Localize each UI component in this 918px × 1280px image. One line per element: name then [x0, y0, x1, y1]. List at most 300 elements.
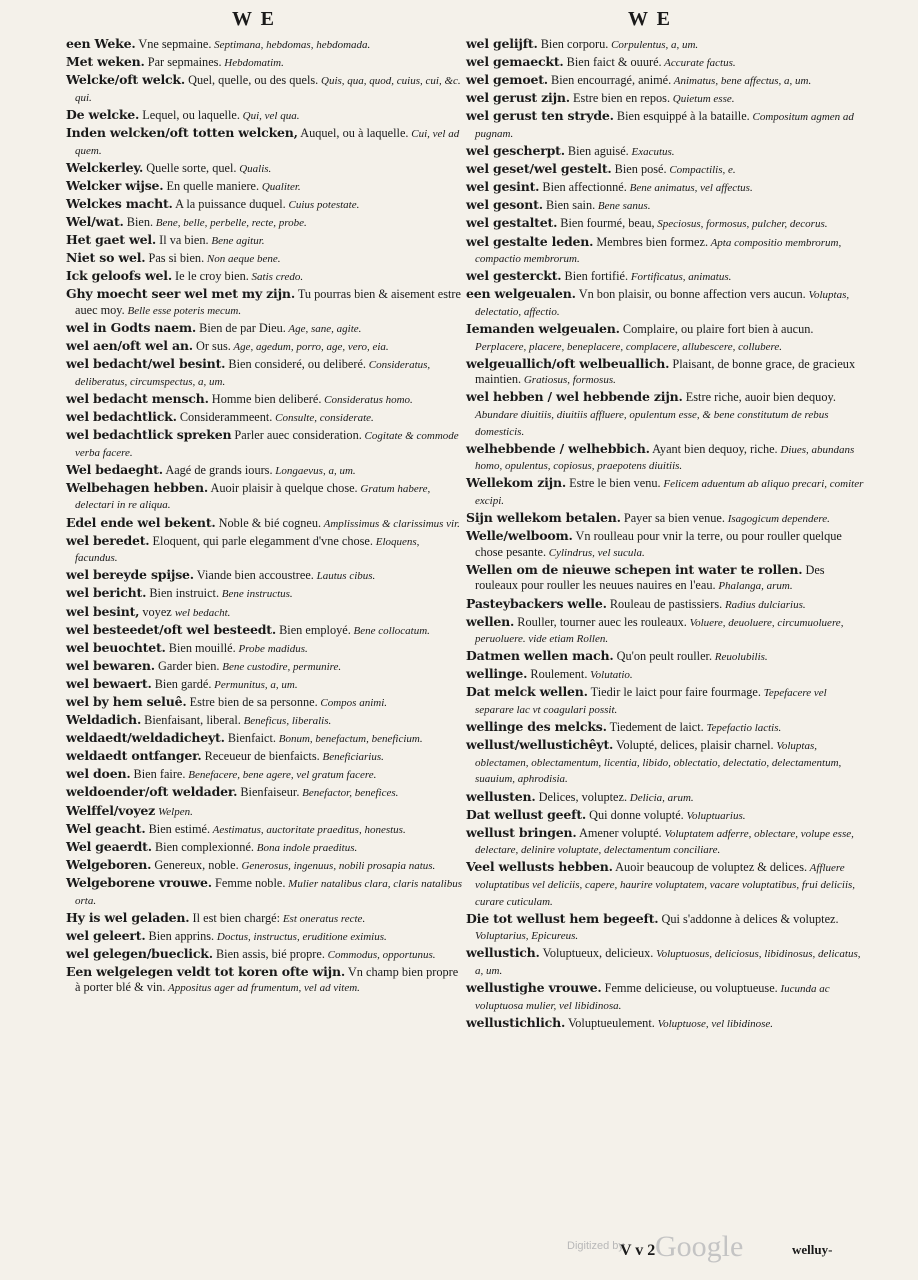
dictionary-entry	[66, 214, 464, 232]
dictionary-entry	[466, 562, 864, 595]
dictionary-entry	[66, 268, 464, 286]
dictionary-entry	[466, 389, 864, 440]
headword: wellusten.	[466, 788, 536, 804]
dictionary-entry	[66, 160, 464, 178]
french-gloss: Tiedir le laict pour faire fourmage.	[587, 685, 761, 700]
catchword: welluy-	[792, 1242, 833, 1257]
french-gloss: Considerammeent.	[176, 409, 273, 424]
dictionary-entry	[66, 36, 464, 54]
latin-gloss: Hebdomatim.	[221, 57, 284, 70]
dictionary-entry	[466, 143, 864, 161]
latin-gloss: Consulte, considerate.	[272, 411, 374, 424]
latin-gloss: Affluere voluptatibus vel deliciis, capere, haurire voluptatem, vacare voluptatibus, frui deliciis, curare cuticulam.	[475, 862, 856, 908]
headword: Wel bedaeght.	[66, 461, 163, 477]
headword: wel gelegen/bueclick.	[66, 945, 213, 961]
latin-gloss: Cui, vel ad quem.	[75, 127, 460, 157]
french-gloss: Par sepmaines.	[144, 55, 222, 70]
latin-gloss: Consideratus homo.	[321, 393, 413, 406]
dictionary-entry	[66, 622, 464, 640]
latin-gloss: Non aeque bene.	[204, 253, 281, 266]
french-gloss: Bienfaict.	[224, 731, 276, 746]
headword: Niet so wel.	[66, 250, 146, 266]
dictionary-entry	[66, 821, 464, 839]
latin-gloss: Gratiosus, formosus.	[521, 374, 616, 387]
french-gloss: Aagé de grands iours.	[162, 462, 273, 477]
french-gloss: Voluptueux, delicieux.	[539, 946, 654, 961]
french-gloss: Il va bien.	[156, 233, 209, 248]
dictionary-entry	[466, 859, 864, 910]
french-gloss: Bien mouillé.	[165, 640, 236, 655]
latin-gloss: Volutatio.	[587, 669, 633, 682]
digitized-by-label: Digitized by	[567, 1240, 624, 1252]
dictionary-entry	[66, 286, 464, 319]
french-gloss: Noble & bié cogneu.	[215, 515, 322, 530]
latin-gloss: Quietum esse.	[670, 93, 735, 106]
dictionary-entry	[66, 857, 464, 875]
headword: Ghy moecht seer wel met my zijn.	[66, 286, 295, 302]
french-gloss: Roulement.	[527, 667, 588, 682]
latin-gloss: Commodus, opportunus.	[324, 948, 436, 961]
dictionary-entry	[466, 596, 864, 614]
headword: wel by hem seluê.	[66, 693, 187, 709]
latin-gloss: Cuius potestate.	[285, 198, 360, 211]
latin-gloss: Speciosus, formosus, pulcher, decorus.	[654, 218, 828, 231]
headword: wellustighe vrouwe.	[466, 980, 602, 996]
latin-gloss: Voluptarius, Epicureus.	[475, 930, 579, 943]
french-gloss: Plaisant, de bonne grace, de gracieux maintien.	[475, 356, 856, 387]
headword: Welckes macht.	[66, 195, 173, 211]
dictionary-entry	[66, 604, 464, 622]
latin-gloss: Bene custodire, permunire.	[219, 660, 342, 673]
dictionary-entry	[66, 515, 464, 533]
header-right: W E	[628, 8, 672, 30]
french-gloss: Estre riche, auoir bien dequoy.	[682, 390, 836, 405]
french-gloss: Vn champ bien propre à porter blé & vin.	[75, 964, 459, 995]
latin-gloss: Tepefactio lactis.	[703, 722, 782, 735]
french-gloss: Femme noble.	[211, 875, 286, 890]
latin-gloss: Fortificatus, animatus.	[628, 271, 732, 284]
french-gloss: Estre bien de sa personne.	[186, 694, 318, 709]
french-gloss: Bien assis, bié propre.	[212, 946, 325, 961]
headword: Sijn wellekom betalen.	[466, 510, 621, 526]
headword: wel bewaren.	[66, 657, 155, 673]
dictionary-entry	[466, 108, 864, 142]
french-gloss: Complaire, ou plaire fort bien à aucun.	[619, 322, 814, 336]
latin-gloss: Felicem aduentum ab aliquo precari, comiter excipi.	[475, 478, 864, 507]
headword: Welffel/voyez	[66, 802, 156, 818]
latin-gloss: Generosus, ingenuus, nobili prosapia natus.	[238, 859, 436, 872]
headword: wel doen.	[66, 766, 131, 782]
french-gloss: Vne sepmaine.	[135, 37, 212, 51]
dictionary-entry	[466, 789, 864, 807]
french-gloss: Estre bien en repos.	[569, 91, 671, 106]
latin-gloss: Beneficus, liberalis.	[240, 715, 332, 728]
french-gloss: Bien aguisé.	[564, 144, 629, 159]
french-gloss: Bien complexionné.	[151, 839, 254, 854]
latin-gloss: Probe madidus.	[235, 642, 308, 655]
headword: Welgeboren.	[66, 856, 152, 872]
latin-gloss: Corpulentus, a, um.	[608, 39, 699, 51]
latin-gloss: Reuolubilis.	[712, 651, 768, 664]
dictionary-entry	[466, 268, 864, 286]
headword: Het gaet wel.	[66, 232, 157, 248]
french-gloss: Bienfaisant, liberal.	[141, 713, 241, 728]
headword: Hy is wel geladen.	[66, 909, 190, 925]
headword: wel besteedet/oft wel besteedt.	[66, 621, 276, 637]
dictionary-entry	[66, 875, 464, 909]
dictionary-entry	[466, 980, 864, 1014]
headword: wellinge des melcks.	[466, 719, 607, 735]
french-gloss: Ayant bien dequoy, riche.	[649, 441, 778, 456]
dictionary-entry	[466, 825, 864, 859]
latin-gloss: Animatus, bene affectus, a, um.	[671, 75, 812, 88]
dictionary-entry	[66, 910, 464, 928]
headword: wel gerust ten stryde.	[466, 108, 614, 124]
latin-gloss: Cogitate & commode verba facere.	[75, 430, 459, 459]
headword: wel gemoet.	[466, 72, 548, 88]
dictionary-entry	[66, 928, 464, 946]
latin-gloss: Voluptuosus, deliciosus, libidinosus, delicatus, a, um.	[475, 948, 861, 977]
dictionary-entry	[66, 567, 464, 585]
dictionary-entry	[466, 197, 864, 215]
latin-gloss: Satis credo.	[248, 271, 304, 284]
headword: wel bereyde spijse.	[66, 567, 194, 583]
headword: wel bericht.	[66, 585, 147, 601]
headword: wel aen/oft wel an.	[66, 338, 193, 354]
headword: Een welgelegen veldt tot koren ofte wijn.	[66, 963, 346, 979]
dictionary-entry	[66, 658, 464, 676]
latin-gloss: Abundare diuitiis, diuitiis affluere, opulentum esse, & bene constitutum de rebus domesticis.	[475, 408, 829, 438]
latin-gloss: Benefactor, benefices.	[299, 787, 399, 800]
french-gloss: Voluptueulement.	[565, 1015, 655, 1030]
latin-gloss: Qualis.	[236, 162, 272, 175]
dictionary-entry	[466, 666, 864, 684]
headword: wel bedacht mensch.	[66, 390, 209, 406]
dictionary-entry	[466, 737, 864, 788]
dictionary-entry	[466, 234, 864, 268]
headword: Wel geaerdt.	[66, 838, 152, 854]
french-gloss: Parler auec consideration.	[231, 428, 362, 443]
headword: Dat wellust geeft.	[466, 806, 587, 822]
latin-gloss: Voluere, deuoluere, circumuoluere, peruoluere. vide etiam Rollen.	[475, 616, 844, 646]
french-gloss: Auoir plaisir à quelque chose.	[208, 480, 358, 495]
headword: wel in Godts naem.	[66, 320, 197, 335]
french-gloss: Bien posé.	[611, 162, 667, 177]
headword: Die tot wellust hem begeeft.	[466, 910, 659, 926]
headword: weldaedt/weldadicheyt.	[66, 730, 225, 746]
latin-gloss: Voluptuose, vel libidinose.	[654, 1017, 774, 1030]
headword: Wellekom zijn.	[466, 475, 567, 491]
headword: weldaedt ontfanger.	[66, 748, 202, 764]
french-gloss: Pas si bien.	[145, 251, 205, 266]
french-gloss: Bienfaiseur.	[237, 785, 300, 800]
dictionary-entry	[66, 232, 464, 250]
dictionary-entry	[66, 125, 464, 159]
dictionary-entry	[66, 640, 464, 658]
dictionary-entry	[66, 676, 464, 694]
headword: Welle/welboom.	[466, 528, 573, 544]
french-gloss: Bien sain.	[542, 198, 596, 213]
french-gloss: Vn roulleau pour vnir la terre, ou pour rouller quelque chose pesante.	[475, 529, 842, 559]
french-gloss: Bien instruict.	[146, 586, 220, 601]
latin-gloss: Compos animi.	[317, 696, 388, 709]
french-gloss: Bien.	[123, 214, 154, 229]
latin-gloss: Consideratus, deliberatus, circumspectus, a, um.	[75, 359, 431, 388]
dictionary-entry	[466, 90, 864, 108]
french-gloss: Qui donne volupté.	[586, 807, 684, 822]
latin-gloss: Cylindrus, vel sucula.	[546, 546, 645, 559]
dictionary-entry	[66, 320, 464, 338]
dictionary-entry	[466, 54, 864, 72]
french-gloss: Femme delicieuse, ou voluptueuse.	[601, 981, 778, 996]
headword: wel beredet.	[66, 532, 150, 548]
french-gloss: Qui s'addonne à delices & voluptez.	[658, 911, 839, 926]
french-gloss: Payer sa bien venue.	[620, 511, 725, 526]
headword: wel beuochtet.	[66, 639, 166, 655]
latin-gloss: Bene sanus.	[595, 200, 651, 213]
latin-gloss: Septimana, hebdomas, hebdomada.	[211, 39, 371, 51]
headword: wel bewaert.	[66, 675, 152, 691]
french-gloss: Des rouleaux pour rouller les neuues nauires en l'eau.	[475, 562, 825, 593]
french-gloss: Homme bien deliberé.	[208, 391, 322, 406]
dictionary-entry	[66, 946, 464, 964]
headword: Welcke/oft welck.	[66, 72, 186, 88]
latin-gloss: Phalanga, arum.	[715, 580, 793, 593]
latin-gloss: Bona indole praeditus.	[254, 841, 358, 854]
dictionary-entry	[66, 730, 464, 748]
french-gloss: Bien fourmé, beau,	[557, 216, 655, 231]
french-gloss: Bien fortifié.	[561, 269, 629, 284]
french-gloss: Bien esquippé à la bataille.	[613, 109, 750, 124]
headword: wel besint,	[66, 603, 140, 619]
latin-gloss: Gratum habere, delectari in re aliqua.	[75, 482, 431, 512]
headword: welhebbende / welhebbich.	[466, 440, 650, 456]
headword: Welbehagen hebben.	[66, 479, 209, 495]
french-gloss: Bien faict & ouuré.	[563, 55, 662, 70]
french-gloss: Amener volupté.	[576, 825, 662, 840]
headword: welgeuallich/oft welbeuallich.	[466, 355, 670, 371]
dictionary-entry	[66, 694, 464, 712]
latin-gloss: Eloquens, facundus.	[75, 535, 420, 565]
french-gloss: Bien employé.	[276, 622, 351, 637]
latin-gloss: Compositum agmen ad pugnam.	[475, 111, 854, 140]
dictionary-entry	[466, 807, 864, 825]
headword: wel geleert.	[66, 927, 146, 943]
dictionary-entry	[466, 510, 864, 528]
headword: wel gesint.	[466, 179, 540, 195]
dictionary-entry	[466, 719, 864, 737]
dictionary-entry	[466, 1015, 864, 1033]
headword: Met weken.	[66, 54, 145, 70]
french-gloss: Genereux, noble.	[151, 857, 239, 872]
latin-gloss: Doctus, instructus, eruditione eximius.	[214, 930, 387, 943]
headword: wel gestaltet.	[466, 215, 558, 231]
latin-gloss: Voluptas, delectatio, affectio.	[475, 289, 850, 318]
french-gloss: Lequel, ou laquelle.	[139, 107, 240, 122]
left-column	[66, 36, 464, 998]
latin-gloss: Apta compositio membrorum, compactio membrorum.	[475, 236, 842, 266]
dictionary-entry	[66, 250, 464, 268]
latin-gloss: Aestimatus, auctoritate praeditus, honestus.	[210, 823, 406, 836]
french-gloss: Estre le bien venu.	[566, 476, 661, 491]
latin-gloss: Voluptatem adferre, oblectare, volupe esse, delectare, delinire voluptate, delectamentum conciliare.	[475, 827, 854, 857]
header-left: W E	[232, 8, 276, 30]
latin-gloss: Iucunda ac voluptuosa mulier, vel libidinosa.	[475, 983, 830, 1012]
french-gloss: A la puissance duquel.	[172, 196, 286, 211]
dictionary-entry	[66, 427, 464, 461]
headword: wellinge.	[466, 666, 528, 682]
dictionary-entry	[466, 321, 864, 355]
french-gloss: Quel, quelle, ou des quels.	[185, 73, 319, 88]
french-gloss: Eloquent, qui parle elegamment d'vne chose.	[149, 533, 373, 548]
dictionary-entry	[466, 614, 864, 648]
dictionary-entry	[466, 215, 864, 233]
headword: wellen.	[466, 613, 515, 629]
headword: wel gerust zijn.	[466, 90, 570, 106]
french-gloss: Viande bien accoustree.	[193, 568, 314, 583]
dictionary-entry	[466, 441, 864, 475]
french-gloss: Or sus.	[192, 339, 231, 354]
dictionary-entry	[66, 585, 464, 603]
french-gloss: Bien corporu.	[537, 37, 609, 51]
french-gloss: Ie le croy bien.	[171, 269, 249, 284]
headword: Edel ende wel bekent.	[66, 514, 216, 530]
headword: wellust/wellustichêyt.	[466, 737, 614, 753]
right-column	[466, 36, 864, 1033]
dictionary-entry	[66, 107, 464, 125]
latin-gloss: Bene agitur.	[208, 235, 265, 248]
latin-gloss: Qualiter.	[259, 180, 301, 193]
headword: een Weke.	[66, 36, 136, 51]
dictionary-entry	[66, 533, 464, 567]
dictionary-entry	[466, 36, 864, 54]
headword: wel geset/wel gestelt.	[466, 161, 612, 177]
french-gloss: Bien faire.	[130, 767, 186, 782]
dictionary-entry	[66, 964, 464, 997]
latin-gloss: Radius dulciarius.	[722, 598, 806, 611]
french-gloss: Rouleau de pastissiers.	[606, 596, 723, 611]
latin-gloss: Permunitus, a, um.	[211, 678, 298, 691]
headword: Iemanden welgeualen.	[466, 321, 620, 336]
french-gloss: Rouller, tourner auec les rouleaux.	[514, 614, 687, 629]
dictionary-entry	[466, 911, 864, 945]
latin-gloss: Est oneratus recte.	[280, 912, 366, 925]
headword: Welckerley.	[66, 159, 144, 175]
latin-gloss: Compactilis, e.	[666, 164, 736, 177]
french-gloss: voyez	[139, 604, 175, 619]
latin-gloss: Mulier natalibus clara, claris natalibus orta.	[75, 877, 463, 907]
dictionary-entry	[66, 338, 464, 356]
french-gloss: Bien estimé.	[145, 821, 211, 836]
french-gloss: Il est bien chargé:	[189, 910, 281, 925]
latin-gloss: Exacutus.	[628, 146, 675, 159]
latin-gloss: Perplacere, placere, beneplacere, complacere, allubescere, collubere.	[475, 340, 782, 353]
latin-gloss: Welpen.	[158, 805, 193, 818]
latin-gloss: Delicia, arum.	[627, 791, 694, 804]
headword: Welcker wijse.	[66, 177, 164, 193]
latin-gloss: Lautus cibus.	[313, 570, 376, 583]
french-gloss: Delices, voluptez.	[535, 789, 628, 804]
latin-gloss: Bene instructus.	[219, 588, 293, 601]
headword: Datmen wellen mach.	[466, 648, 614, 664]
latin-gloss: Belle esse poteris mecum.	[124, 304, 242, 317]
french-gloss: Quelle sorte, quel.	[143, 160, 237, 175]
dictionary-entry	[466, 286, 864, 320]
page-footer	[0, 1230, 918, 1272]
headword: wel gesterckt.	[466, 268, 562, 284]
dictionary-entry	[66, 748, 464, 766]
latin-gloss: Longaevus, a, um.	[272, 464, 356, 477]
latin-gloss: Appositus ager ad frumentum, vel ad vitem.	[165, 982, 360, 995]
headword: een welgeualen.	[466, 286, 576, 302]
headword: wellust bringen.	[466, 824, 577, 840]
latin-gloss: Qui, vel qua.	[239, 109, 300, 122]
latin-gloss: Tepefacere vel separare lac vt coagulari possit.	[475, 687, 827, 717]
headword: wel bedachtlick.	[66, 408, 177, 424]
dictionary-entry	[466, 528, 864, 561]
dictionary-entry	[66, 178, 464, 196]
french-gloss: Membres bien formez.	[593, 234, 709, 249]
latin-gloss: Age, agedum, porro, age, vero, eia.	[230, 341, 389, 354]
dictionary-entry	[66, 54, 464, 72]
french-gloss: Bien encourragé, animé.	[547, 73, 672, 88]
dictionary-entry	[466, 356, 864, 389]
french-gloss: Garder bien.	[154, 658, 220, 673]
latin-gloss: Isagogicum dependere.	[724, 513, 830, 526]
latin-gloss: Age, sane, agite.	[285, 323, 362, 335]
dictionary-entry	[66, 356, 464, 390]
latin-gloss: Accurate factus.	[661, 57, 736, 70]
dictionary-entry	[66, 196, 464, 214]
latin-gloss: Bene, belle, perbelle, recte, probe.	[153, 216, 307, 229]
headword: Wellen om de nieuwe schepen int water te rollen.	[466, 561, 803, 577]
headword: Inden welcken/oft totten welcken,	[66, 124, 298, 140]
latin-gloss: wel bedacht.	[174, 606, 231, 619]
french-gloss: Tiedement de laict.	[606, 720, 704, 735]
headword: De welcke.	[66, 106, 140, 122]
french-gloss: Qu'on peult rouller.	[613, 649, 713, 664]
dictionary-entry	[66, 784, 464, 802]
dictionary-entry	[466, 945, 864, 979]
latin-gloss: Bene animatus, vel affectus.	[626, 182, 753, 195]
latin-gloss: Amplissimus & clarissimus vir.	[321, 517, 460, 530]
latin-gloss: Voluptas, oblectamen, oblectamentum, licentia, libido, oblectatio, delectatio, delectamentum, suauium, aphrodisia.	[475, 740, 842, 786]
headword: wel gescherpt.	[466, 143, 565, 159]
dictionary-entry	[66, 72, 464, 106]
french-gloss: Auoir beaucoup de voluptez & delices.	[612, 860, 808, 875]
french-gloss: Auquel, ou à laquelle.	[297, 125, 409, 140]
running-header	[0, 8, 918, 34]
headword: wel gestalte leden.	[466, 233, 594, 249]
dictionary-entry	[66, 712, 464, 730]
headword: Welgeborene vrouwe.	[66, 874, 212, 890]
headword: wel bedachtlick spreken	[66, 427, 232, 443]
headword: Wel/wat.	[66, 213, 124, 229]
french-gloss: Bien gardé.	[151, 676, 212, 691]
headword: Dat melck wellen.	[466, 684, 588, 700]
dictionary-entry	[466, 161, 864, 179]
headword: wel gelijft.	[466, 36, 538, 51]
headword: Wel geacht.	[66, 820, 146, 836]
dictionary-entry	[66, 839, 464, 857]
headword: Pasteybackers welle.	[466, 595, 607, 611]
headword: wel gesont.	[466, 197, 543, 213]
french-gloss: Volupté, delices, plaisir charnel.	[613, 738, 774, 753]
headword: wellustichlich.	[466, 1014, 566, 1030]
signature-mark: V v 2	[620, 1242, 656, 1259]
latin-gloss: Bonum, benefactum, beneficium.	[275, 733, 423, 746]
latin-gloss: Voluptuarius.	[683, 809, 746, 822]
